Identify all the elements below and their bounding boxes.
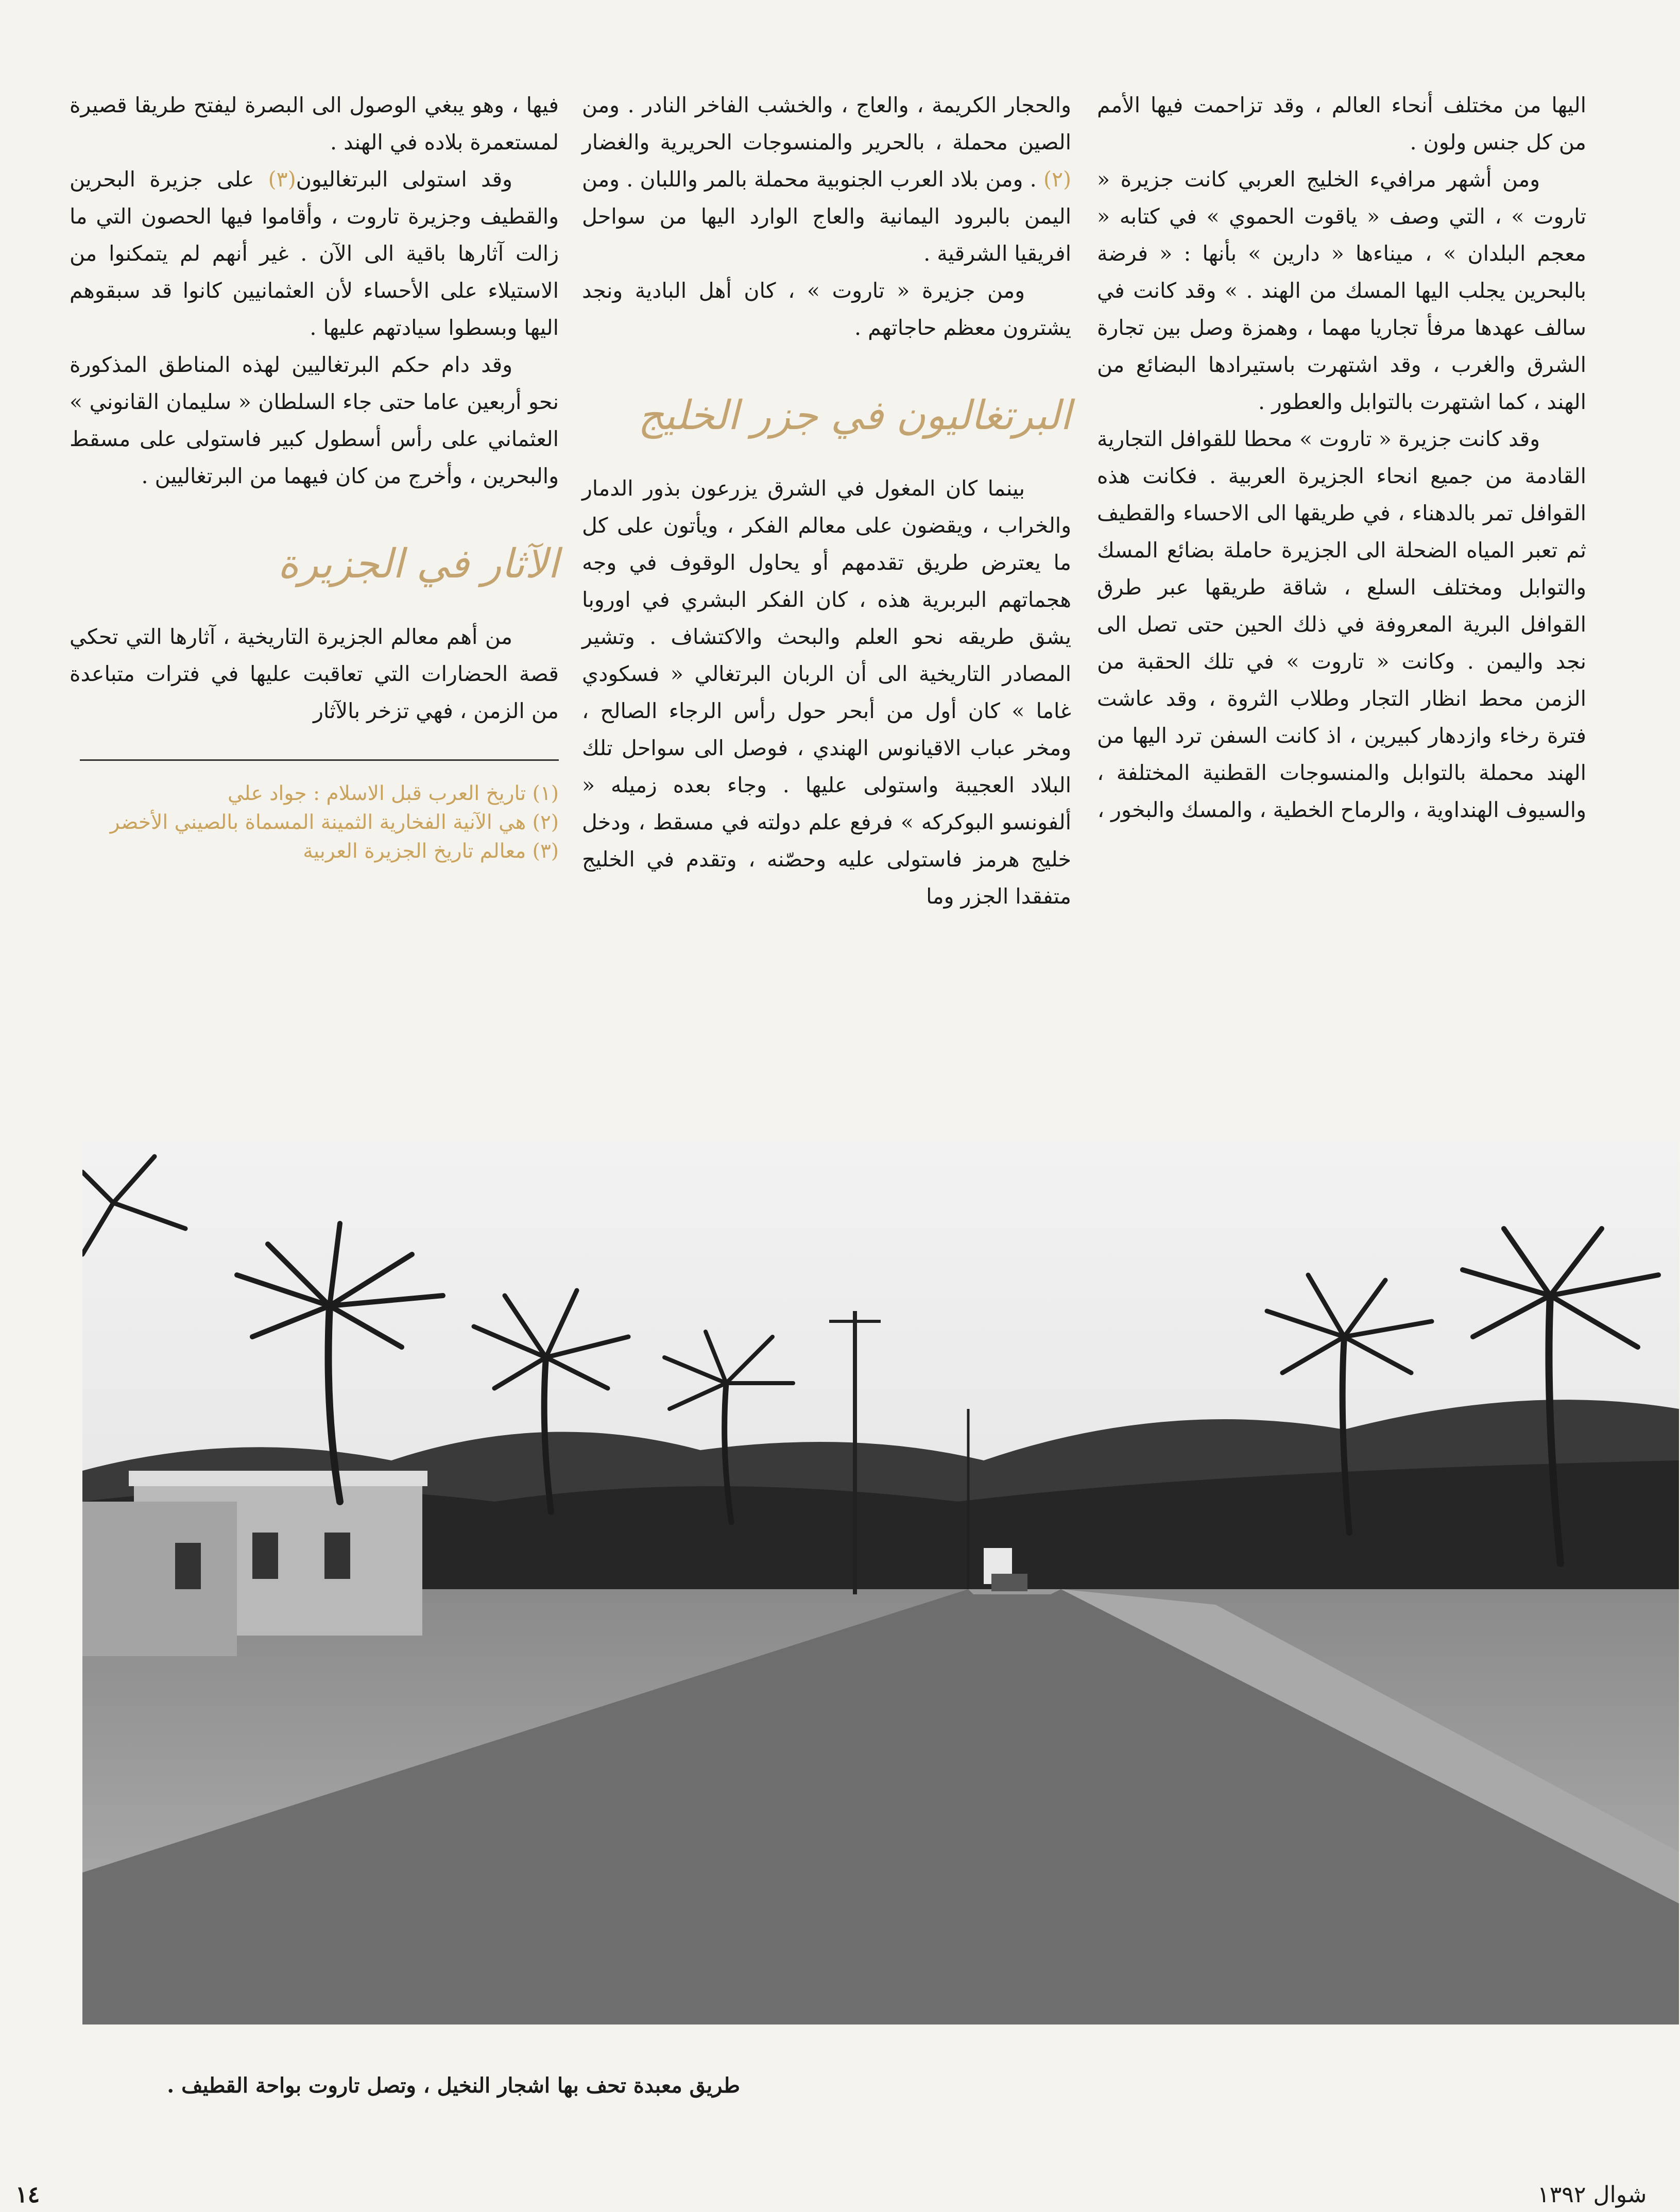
paragraph [582, 87, 1071, 272]
page-number: ١٤ [15, 2182, 40, 2208]
road-photo-illustration [82, 1141, 1679, 2024]
section-heading: البرتغاليون في جزر الخليج [638, 393, 1071, 439]
footnote: (٣) معالم تاريخ الجزيرة العربية [303, 840, 559, 863]
paragraph: من أهم معالم الجزيرة التاريخية ، آثارها التي تحكي قصة الحضارات التي تعاقبت عليها في فترات متباعدة من الزمن ، فهي تزخر بالآثار [70, 624, 559, 723]
paragraph: بينما كان المغول في الشرق يزرعون بذور الدمار والخراب ، ويقضون على معالم الفكر ، ويأتون على كل ما يعترض طريق تقدمهم أو يحاول الوقوف في وجه هجماتهم البربرية هذه ، كان الفكر البشري في اوروبا يشق طريقه نحو العلم والبحث والاكتشاف . وتشير المصادر التاريخية الى أن الربان البرتغالي « فسكودي غاما » كان أول من أبحر حول رأس الرجاء الصالح ، ومخر عباب الاقيانوس الهندي ، فوصل الى سواحل تلك البلاد العجيبة واستولى عليها . وجاء بعده زميله « ألفونسو البوكركه » فرفع علم دولته في مسقط ، ودخل خليج هرمز فاستولى عليه وحصّنه ، وتقدم في الخليج متفقدا الجزر وما [582, 476, 1071, 909]
paragraph-text: . ومن بلاد العرب الجنوبية محملة بالمر واللبان . ومن اليمن بالبرود اليمانية والعاج الوارد اليها من سواحل افريقيا الشرقية . [582, 167, 1071, 266]
issue-date: شوال ١٣٩٢ [1537, 2182, 1647, 2208]
photo-caption: طريق معبدة تحف بها اشجار النخيل ، وتصل تاروت بواحة القطيف . [167, 2073, 740, 2098]
footnote-ref: (٣) [268, 167, 296, 192]
article-column-left [70, 87, 559, 866]
article-column-right [1097, 87, 1586, 828]
footnote: (٢) هي الآنية الفخارية الثمينة المسماة بالصيني الأخضر [110, 811, 559, 834]
paragraph: اليها من مختلف أنحاء العالم ، وقد تزاحمت فيها الأمم من كل جنس ولون . [1097, 93, 1586, 155]
footnote: (١) تاريخ العرب قبل الاسلام : جواد علي [228, 782, 559, 805]
paragraph-text: على جزيرة البحرين والقطيف وجزيرة تاروت ، وأقاموا فيها الحصون التي ما زالت آثارها باقية الى الآن . غير أنهم لم يتمكنوا من الاستيلاء على الأحساء لأن العثمانيين كانوا قد سبقوهم اليها وبسطوا سيادتهم عليها . [70, 167, 559, 340]
paragraph: وقد كانت جزيرة « تاروت » محطا للقوافل التجارية القادمة من جميع انحاء الجزيرة العربية . فكانت هذه القوافل تمر بالدهناء ، في طريقها الى الاحساء والقطيف ثم تعبر المياه الضحلة الى الجزيرة حاملة بضائع المسك والتوابل ومختلف السلع ، شاقة طريقها عبر طرق القوافل البرية المعروفة في ذلك الحين حتى تصل الى نجد واليمن . وكانت « تاروت » في تلك الحقبة من الزمن محط انظار التجار وطلاب الثروة ، وقد عاشت فترة رخاء وازدهار كبيرين ، اذ كانت السفن ترد اليها من الهند محملة بالتوابل والمنسوجات القطنية المختلفة ، والسيوف الهنداوية ، والرماح الخطية ، والمسك والبخور ، [1097, 427, 1586, 822]
section-heading: الآثار في الجزيرة [278, 541, 559, 587]
paragraph-text: والحجار الكريمة ، والعاج ، والخشب الفاخر النادر . ومن الصين محملة ، بالحرير والمنسوجات الحريرية والغضار [582, 93, 1071, 155]
paragraph: ومن جزيرة « تاروت » ، كان أهل البادية ونجد يشترون معظم حاجاتهم . [582, 278, 1071, 340]
paragraph-text: وقد استولى البرتغاليون [296, 167, 512, 192]
road-photo [82, 1141, 1679, 2024]
footnotes [70, 779, 559, 866]
paragraph: ومن أشهر مرافيء الخليج العربي كانت جزيرة « تاروت » ، التي وصف « ياقوت الحموي » في كتابه « معجم البلدان » ، ميناءها « دارين » بأنها : « فرضة بالبحرين يجلب اليها المسك من الهند . » وقد كانت في سالف عهدها مرفأ تجاريا مهما ، وهمزة وصل بين تجارة الشرق والغرب ، وقد اشتهرت باستيرادها البضائع من الهند ، كما اشتهرت بالتوابل والعطور . [1097, 167, 1586, 414]
paragraph: وقد دام حكم البرتغاليين لهذه المناطق المذكورة نحو أربعين عاما حتى جاء السلطان « سليمان القانوني » العثماني على رأس أسطول كبير فاستولى على مسقط والبحرين ، وأخرج من كان فيهما من البرتغاليين . [70, 352, 559, 488]
paragraph [70, 161, 559, 346]
paragraph: فيها ، وهو يبغي الوصول الى البصرة ليفتح طريقا قصيرة لمستعمرة بلاده في الهند . [70, 93, 559, 155]
footnote-ref: (٢) [1043, 167, 1071, 192]
footnote-divider [80, 759, 559, 761]
article-column-middle [582, 87, 1071, 915]
